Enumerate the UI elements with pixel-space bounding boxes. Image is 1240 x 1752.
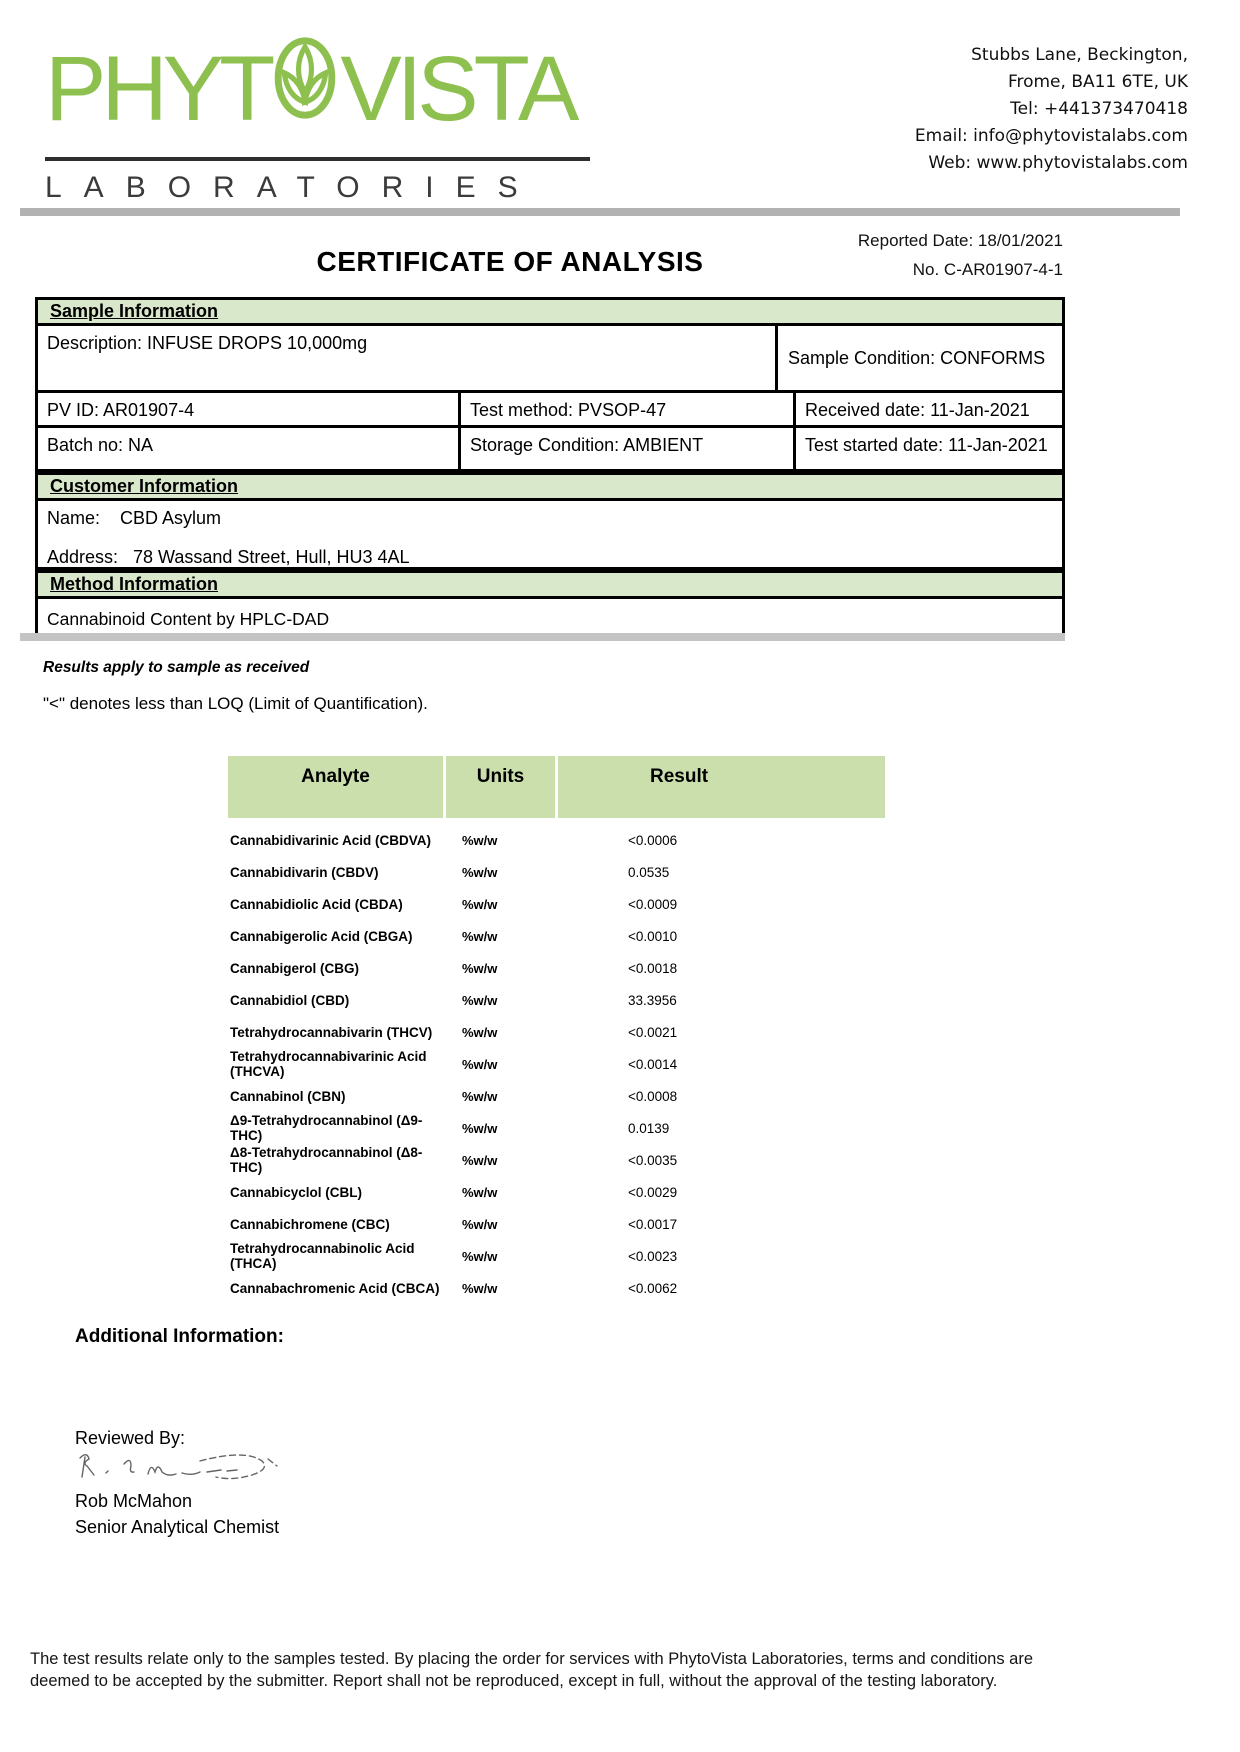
contact-email: Email: info@phytovistalabs.com xyxy=(914,126,1188,146)
table-row xyxy=(228,1240,885,1272)
units-cell: %w/w xyxy=(462,1024,498,1040)
analyte-cell: Tetrahydrocannabivarin (THCV) xyxy=(230,1024,433,1040)
units-cell: %w/w xyxy=(462,864,498,880)
test-method-cell: Test method: PVSOP-47 xyxy=(458,393,793,425)
result-cell: <0.0062 xyxy=(628,1280,678,1296)
contact-tel: Tel: +441373470418 xyxy=(1010,99,1188,119)
logo-text-part1: PHYT xyxy=(45,37,271,140)
additional-information-label: Additional Information: xyxy=(75,1326,284,1347)
result-cell: <0.0014 xyxy=(628,1056,678,1072)
method-information-header: Method Information xyxy=(38,573,1062,599)
table-row xyxy=(228,824,885,856)
contact-address-line2: Frome, BA11 6TE, UK xyxy=(1007,72,1188,92)
analyte-cell: Cannabidiolic Acid (CBDA) xyxy=(230,896,403,912)
analyte-cell: Tetrahydrocannabinolic Acid (THCA) xyxy=(230,1241,415,1271)
sample-information-header: Sample Information xyxy=(38,300,1062,326)
results-table-header xyxy=(228,756,885,818)
contact-block xyxy=(915,42,1188,177)
result-cell: <0.0010 xyxy=(628,928,678,944)
pv-id-cell: PV ID: AR01907-4 xyxy=(47,400,195,420)
table-row xyxy=(228,1016,885,1048)
contact-web: Web: www.phytovistalabs.com xyxy=(928,153,1188,173)
units-cell: %w/w xyxy=(462,1088,498,1104)
certificate-title: CERTIFICATE OF ANALYSIS xyxy=(316,246,704,277)
analyte-cell: Cannabidivarinic Acid (CBDVA) xyxy=(230,832,432,848)
storage-condition-cell: Storage Condition: AMBIENT xyxy=(458,428,793,469)
logo-wordmark xyxy=(45,36,590,141)
units-cell: %w/w xyxy=(462,928,498,944)
logo-subtitle: LABORATORIES xyxy=(45,171,540,204)
table-row xyxy=(228,1144,885,1176)
units-cell: %w/w xyxy=(462,992,498,1008)
batch-no-cell: Batch no: NA xyxy=(47,435,154,455)
result-cell: <0.0023 xyxy=(628,1248,678,1264)
units-cell: %w/w xyxy=(462,1184,498,1200)
analyte-cell: Δ9-Tetrahydrocannabinol (Δ9-THC) xyxy=(230,1113,423,1143)
result-cell: 0.0535 xyxy=(628,864,670,880)
units-cell: %w/w xyxy=(462,960,498,976)
result-cell: 0.0139 xyxy=(628,1120,670,1136)
contact-address-line1: Stubbs Lane, Beckington, xyxy=(971,45,1188,65)
result-cell: 33.3956 xyxy=(628,992,677,1008)
table-row xyxy=(228,1208,885,1240)
units-cell: %w/w xyxy=(462,1152,498,1168)
analyte-cell: Cannabicyclol (CBL) xyxy=(230,1184,363,1200)
reviewer-name: Rob McMahon xyxy=(75,1491,193,1511)
result-cell: <0.0017 xyxy=(628,1216,678,1232)
footer-line2: deemed to be accepted by the submitter. Report shall not be reproduced, except in full, without the approval of the testing laboratory. xyxy=(30,1672,998,1690)
table-row xyxy=(228,1048,885,1080)
reviewer-block xyxy=(75,1488,279,1540)
units-column-header: Units xyxy=(443,756,555,818)
footer-line1: The test results relate only to the samples tested. By placing the order for services with PhytoVista Laboratories, terms and conditions are xyxy=(30,1650,1034,1668)
reviewed-by-label: Reviewed By: xyxy=(75,1428,186,1448)
result-column-header: Result xyxy=(555,756,885,818)
info-sections xyxy=(35,297,1065,640)
logo-divider xyxy=(45,157,590,161)
result-cell: <0.0006 xyxy=(628,832,678,848)
analyte-cell: Δ8-Tetrahydrocannabinol (Δ8-THC) xyxy=(230,1145,423,1175)
analyte-column-header: Analyte xyxy=(228,756,443,818)
units-cell: %w/w xyxy=(462,1120,498,1136)
analyte-cell: Tetrahydrocannabivarinic Acid (THCVA) xyxy=(230,1049,427,1079)
analyte-cell: Cannabigerol (CBG) xyxy=(230,960,360,976)
results-table xyxy=(228,756,885,1304)
units-cell: %w/w xyxy=(462,1216,498,1232)
sample-information-section xyxy=(35,297,1065,472)
logo xyxy=(45,36,590,205)
customer-name: Name: CBD Asylum xyxy=(47,508,222,528)
table-row xyxy=(228,888,885,920)
result-cell: <0.0009 xyxy=(628,896,678,912)
units-cell: %w/w xyxy=(462,1280,498,1296)
result-cell: <0.0029 xyxy=(628,1184,678,1200)
table-row xyxy=(228,1176,885,1208)
result-cell: <0.0018 xyxy=(628,960,678,976)
analyte-cell: Cannabigerolic Acid (CBGA) xyxy=(230,928,413,944)
test-started-date-cell: Test started date: 11-Jan-2021 xyxy=(793,428,1062,469)
loq-note: "<" denotes less than LOQ (Limit of Quantification). xyxy=(43,694,428,713)
table-row xyxy=(228,984,885,1016)
header-divider-bar xyxy=(20,208,1180,216)
section-divider-bar xyxy=(20,633,1065,641)
analyte-cell: Cannabidiol (CBD) xyxy=(230,992,350,1008)
sample-condition-cell: Sample Condition: CONFORMS xyxy=(775,326,1062,390)
report-number: No. C-AR01907-4-1 xyxy=(912,260,1063,279)
results-note: Results apply to sample as received xyxy=(43,659,310,676)
customer-address: Address: 78 Wassand Street, Hull, HU3 4AL xyxy=(47,547,410,567)
logo-text-part2: VISTA xyxy=(340,37,575,140)
analyte-cell: Cannabidivarin (CBDV) xyxy=(230,864,379,880)
analyte-cell: Cannabichromene (CBC) xyxy=(230,1216,390,1232)
table-row xyxy=(228,952,885,984)
result-cell: <0.0035 xyxy=(628,1152,678,1168)
table-row xyxy=(228,1080,885,1112)
table-row xyxy=(228,1272,885,1304)
reported-date: Reported Date: 18/01/2021 xyxy=(857,231,1063,250)
reviewer-title: Senior Analytical Chemist xyxy=(75,1517,280,1537)
method-information-section xyxy=(35,570,1065,640)
result-cell: <0.0021 xyxy=(628,1024,678,1040)
results-table-body xyxy=(228,824,885,1304)
analyte-cell: Cannabachromenic Acid (CBCA) xyxy=(230,1280,440,1296)
units-cell: %w/w xyxy=(462,1056,498,1072)
method-description: Cannabinoid Content by HPLC-DAD xyxy=(47,609,330,629)
units-cell: %w/w xyxy=(462,896,498,912)
result-cell: <0.0008 xyxy=(628,1088,678,1104)
units-cell: %w/w xyxy=(462,1248,498,1264)
footer-disclaimer xyxy=(30,1648,1210,1692)
customer-information-header: Customer Information xyxy=(38,475,1062,501)
analyte-cell: Cannabinol (CBN) xyxy=(230,1088,346,1104)
units-cell: %w/w xyxy=(462,832,498,848)
customer-information-section xyxy=(35,472,1065,570)
leaf-icon xyxy=(273,34,337,139)
table-row xyxy=(228,1112,885,1144)
received-date-cell: Received date: 11-Jan-2021 xyxy=(793,393,1062,425)
description-cell: Description: INFUSE DROPS 10,000mg xyxy=(47,333,368,353)
table-row xyxy=(228,856,885,888)
table-row xyxy=(228,920,885,952)
